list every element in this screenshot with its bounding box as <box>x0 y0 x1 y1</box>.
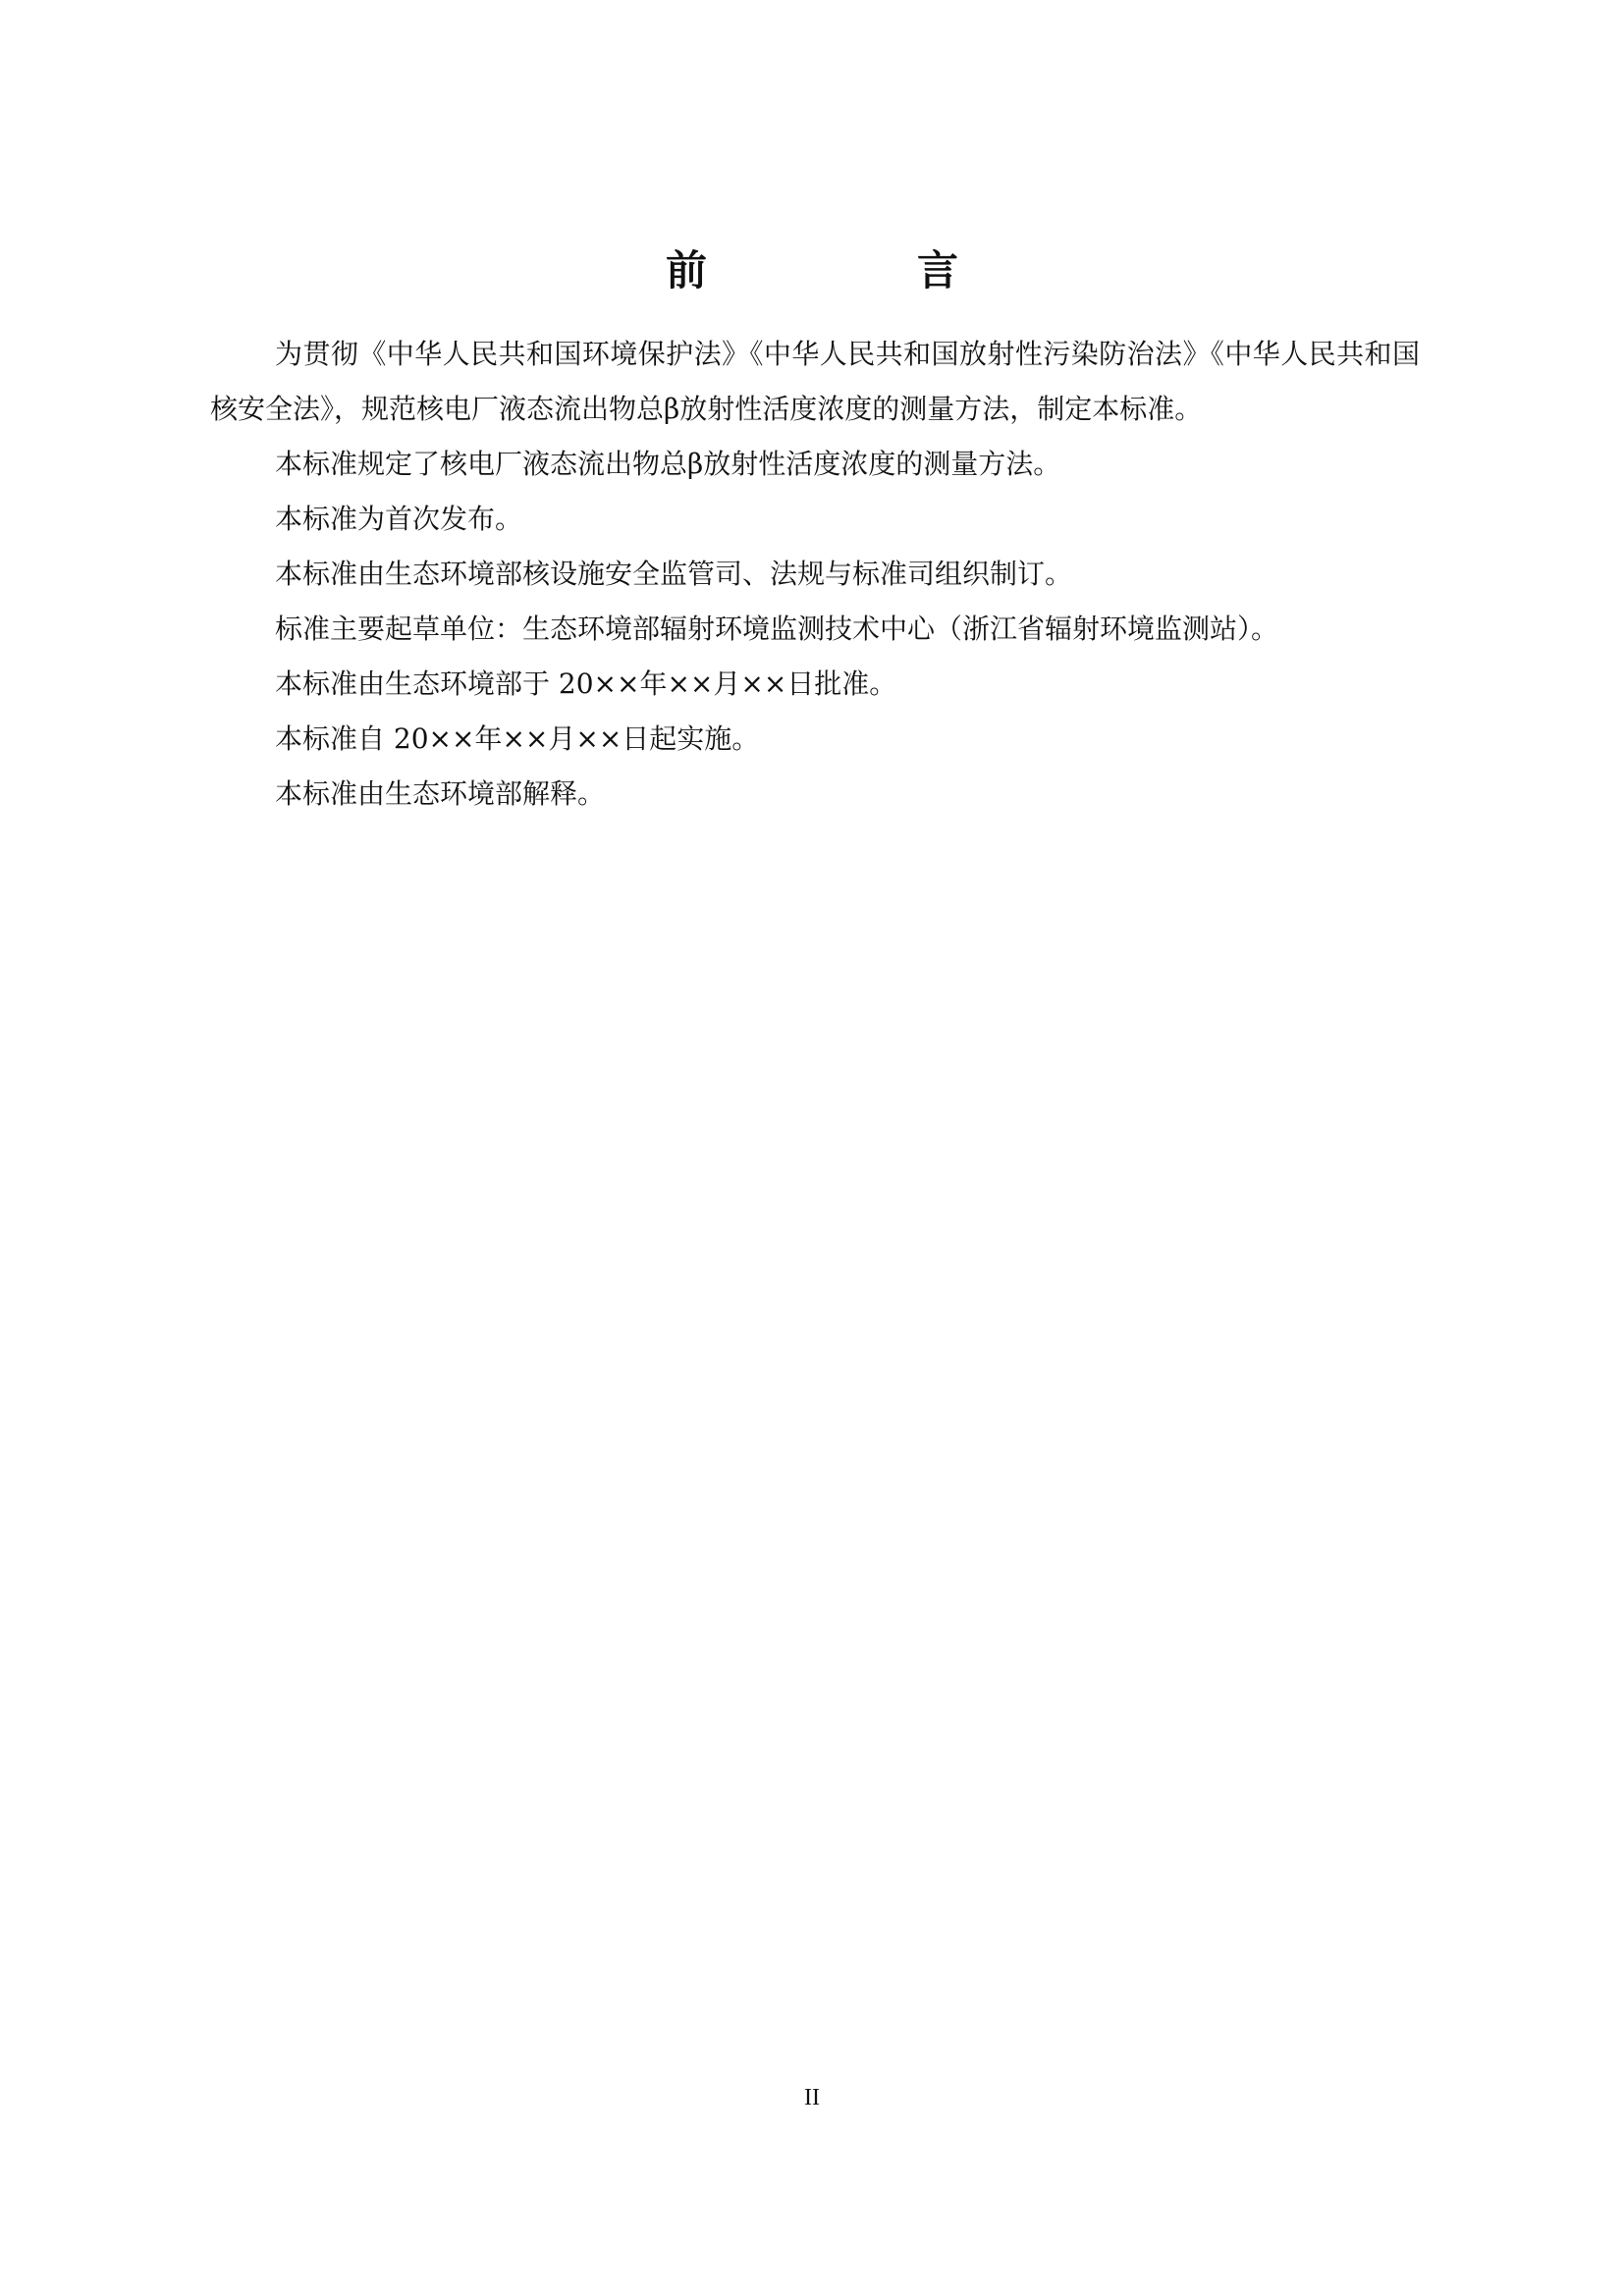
paragraph-interpretation: 本标准由生态环境部解释。 <box>275 777 606 810</box>
paragraph-scope: 本标准规定了核电厂液态流出物总β放射性活度浓度的测量方法。 <box>275 448 1061 480</box>
page-title: 前 言 <box>665 246 1043 294</box>
paragraph-approval-date: 本标准由生态环境部于 20××年××月××日批准。 <box>275 667 897 700</box>
paragraph-effective-date: 本标准自 20××年××月××日起实施。 <box>275 722 760 755</box>
page-number: II <box>804 2085 820 2110</box>
paragraph-first-release: 本标准为首次发布。 <box>275 503 523 535</box>
paragraph-drafting-unit: 标准主要起草单位：生态环境部辐射环境监测技术中心（浙江省辐射环境监测站）。 <box>275 613 1279 645</box>
paragraph-purpose: 为贯彻《中华人民共和国环境保护法》《中华人民共和国放射性污染防治法》《中华人民共和国核安全法》，规范核电厂液态流出物总β放射性活度浓度的测量方法，制定本标准。 <box>210 338 1420 425</box>
paragraph-organizer: 本标准由生态环境部核设施安全监管司、法规与标准司组织制订。 <box>275 558 1073 590</box>
foreword-body <box>210 327 1420 822</box>
